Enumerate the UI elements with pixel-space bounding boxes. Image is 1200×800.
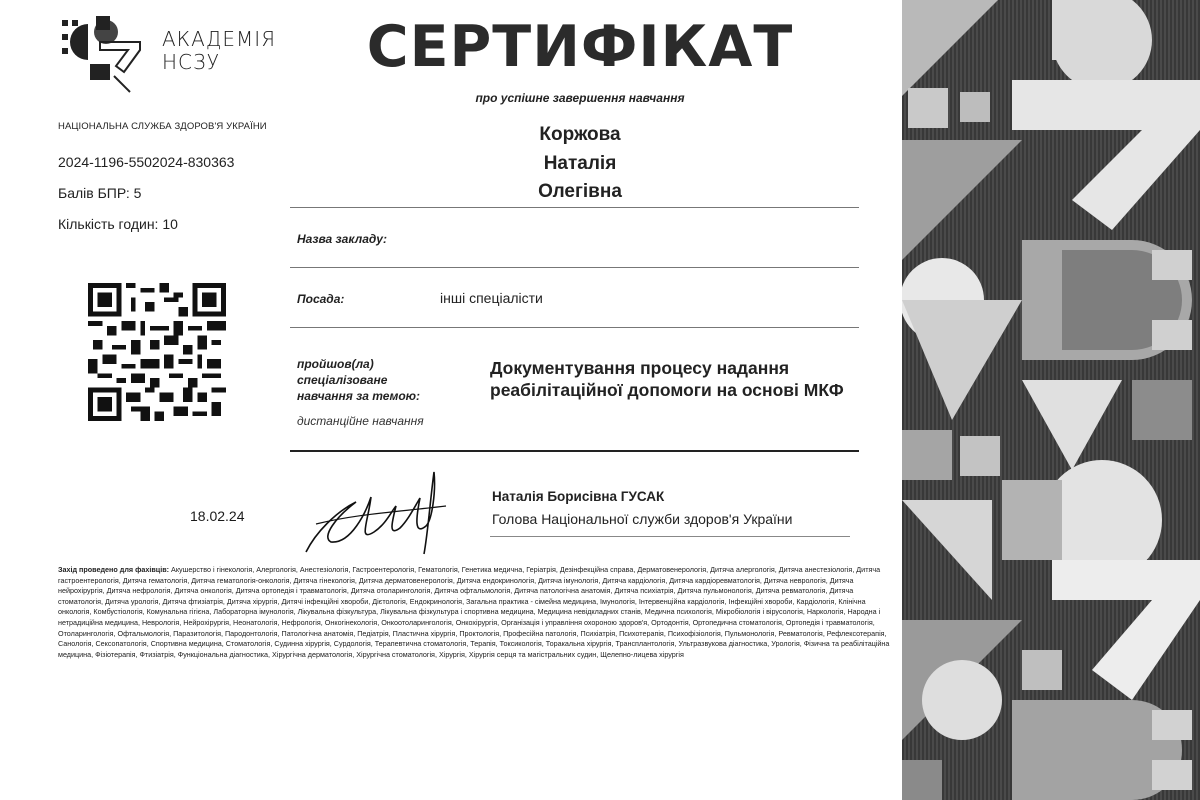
certificate-number: 2024-1196-5502024-830363 xyxy=(58,154,235,170)
logo-line-2: НСЗУ xyxy=(162,50,220,74)
specialties-label: Захід проведено для фахівців: xyxy=(58,565,170,574)
position-label: Посада: xyxy=(297,292,345,306)
certificate-title: СЕРТИФІКАТ xyxy=(366,14,794,80)
specialties-list xyxy=(58,565,898,660)
divider xyxy=(290,267,859,268)
course-topic: Документування процесу надання реабілітаційної допомоги на основі МКФ xyxy=(490,358,844,400)
divider xyxy=(290,207,859,208)
logo-line-1: АКАДЕМІЯ xyxy=(162,27,277,51)
qr-code xyxy=(88,283,226,421)
topic-label-line-2: спеціалізоване xyxy=(297,373,388,387)
recipient-middle-name: Олегівна xyxy=(538,181,622,202)
issue-date: 18.02.24 xyxy=(190,508,245,524)
topic-label xyxy=(297,356,420,404)
position-value: інші спеціалісти xyxy=(440,290,543,306)
decorative-pattern xyxy=(902,0,1200,800)
signatory-name: Наталія Борисівна ГУСАК xyxy=(492,489,665,504)
specialties-text: Акушерство і гінекологія, Алергологія, Анестезіологія, Гастроентерологія, Гематологія, Генетика медична, Геріатрія, Дезінфекційна справа, Дерматовенерологія, Дитяча алергологія, Дитяча анестезіологія, Дитяча гастроентерологія, Дитяча гематологія, Дитяча гематологія-онкологія, Дитяча гінекологія, Дитяча дерматовенерологія, Дитяча ендокринологія, Дитяча імунологія, Дитяча кардіологія, Дитяча кардіоревматологія, Дитяча неврологія, Дитяча нейрохірургія, Дитяча нефрологія, Дитяча онкологія, Дитяча ортопедія і травматологія, Дитяча отоларингологія, Дитяча офтальмологія, Дитяча патологічна анатомія, Дитяча психіатрія, Дитяча пульмонологія, Дитяча ревматологія, Дитяча стоматологія, Дитяча урологія, Дитяча фтизіатрія, Дитяча хірургія, Дитячі інфекційні хвороби, Дієтологія, Ендокринологія, Загальна практика - сімейна медицина, Імунологія, Інтервенційна кардіологія, Інфекційні хвороби, Кардіологія, Клінічна онкологія, Комбустіологія, Комунальна гігієна, Лабораторна імунологія, Лікувальна фізкультура, Лікувальна фізкультура і спортивна медицина, Медицина невідкладних станів, Медична психологія, Мікробіологія і вірусологія, Наркологія, Народна і нетрадиційна медицина, Неврологія, Нейрохірургія, Неонатологія, Нефрологія, Онкогінекологія, Онкоотоларингологія, Онкохірургія, Організація і управління охороною здоров'я, Ортодонтія, Ортопедична стоматологія, Ортопедія і травматологія, Отоларингологія, Офтальмологія, Паразитологія, Пародонтологія, Патологічна анатомія, Педіатрія, Пластична хірургія, Проктологія, Професійна патологія, Психіатрія, Психотерапія, Психофізіологія, Пульмонологія, Ревматологія, Рефлексотерапія, Санологія, Сексопатологія, Спортивна медицина, Стоматологія, Судинна хірургія, Сурдологія, Терапевтична стоматологія, Терапія, Токсикологія, Торакальна хірургія, Трансплантологія, Ультразвукова діагностика, Урологія, Фізична та реабілітаційна медицина, Фізіотерапія, Фтизіатрія, Функціональна діагностика, Хірургічна дерматологія, Хірургічна стоматологія, Хірургія, Хірургія серця та магістральних судин, Щелепно-лицева хірургія xyxy=(58,565,890,659)
academy-logo-icon xyxy=(60,14,152,94)
organization-name: НАЦІОНАЛЬНА СЛУЖБА ЗДОРОВ'Я УКРАЇНИ xyxy=(58,121,267,132)
signature xyxy=(296,462,456,562)
topic-label-line-1: пройшов(ла) xyxy=(297,357,374,371)
training-form: дистанційне навчання xyxy=(297,414,424,428)
topic-label-line-3: навчання за темою: xyxy=(297,389,421,403)
logo-text xyxy=(162,28,276,74)
score: Балів БПР: 5 xyxy=(58,185,142,201)
divider xyxy=(290,450,859,452)
certificate-subtitle: про успішне завершення навчання xyxy=(475,91,685,105)
signatory-role: Голова Національної служби здоров'я України xyxy=(492,511,793,527)
recipient-last-name: Коржова xyxy=(539,124,621,145)
hours: Кількість годин: 10 xyxy=(58,216,178,232)
institution-label: Назва закладу: xyxy=(297,232,387,246)
divider xyxy=(290,327,859,328)
divider xyxy=(490,536,850,537)
recipient-first-name: Наталія xyxy=(543,153,617,174)
